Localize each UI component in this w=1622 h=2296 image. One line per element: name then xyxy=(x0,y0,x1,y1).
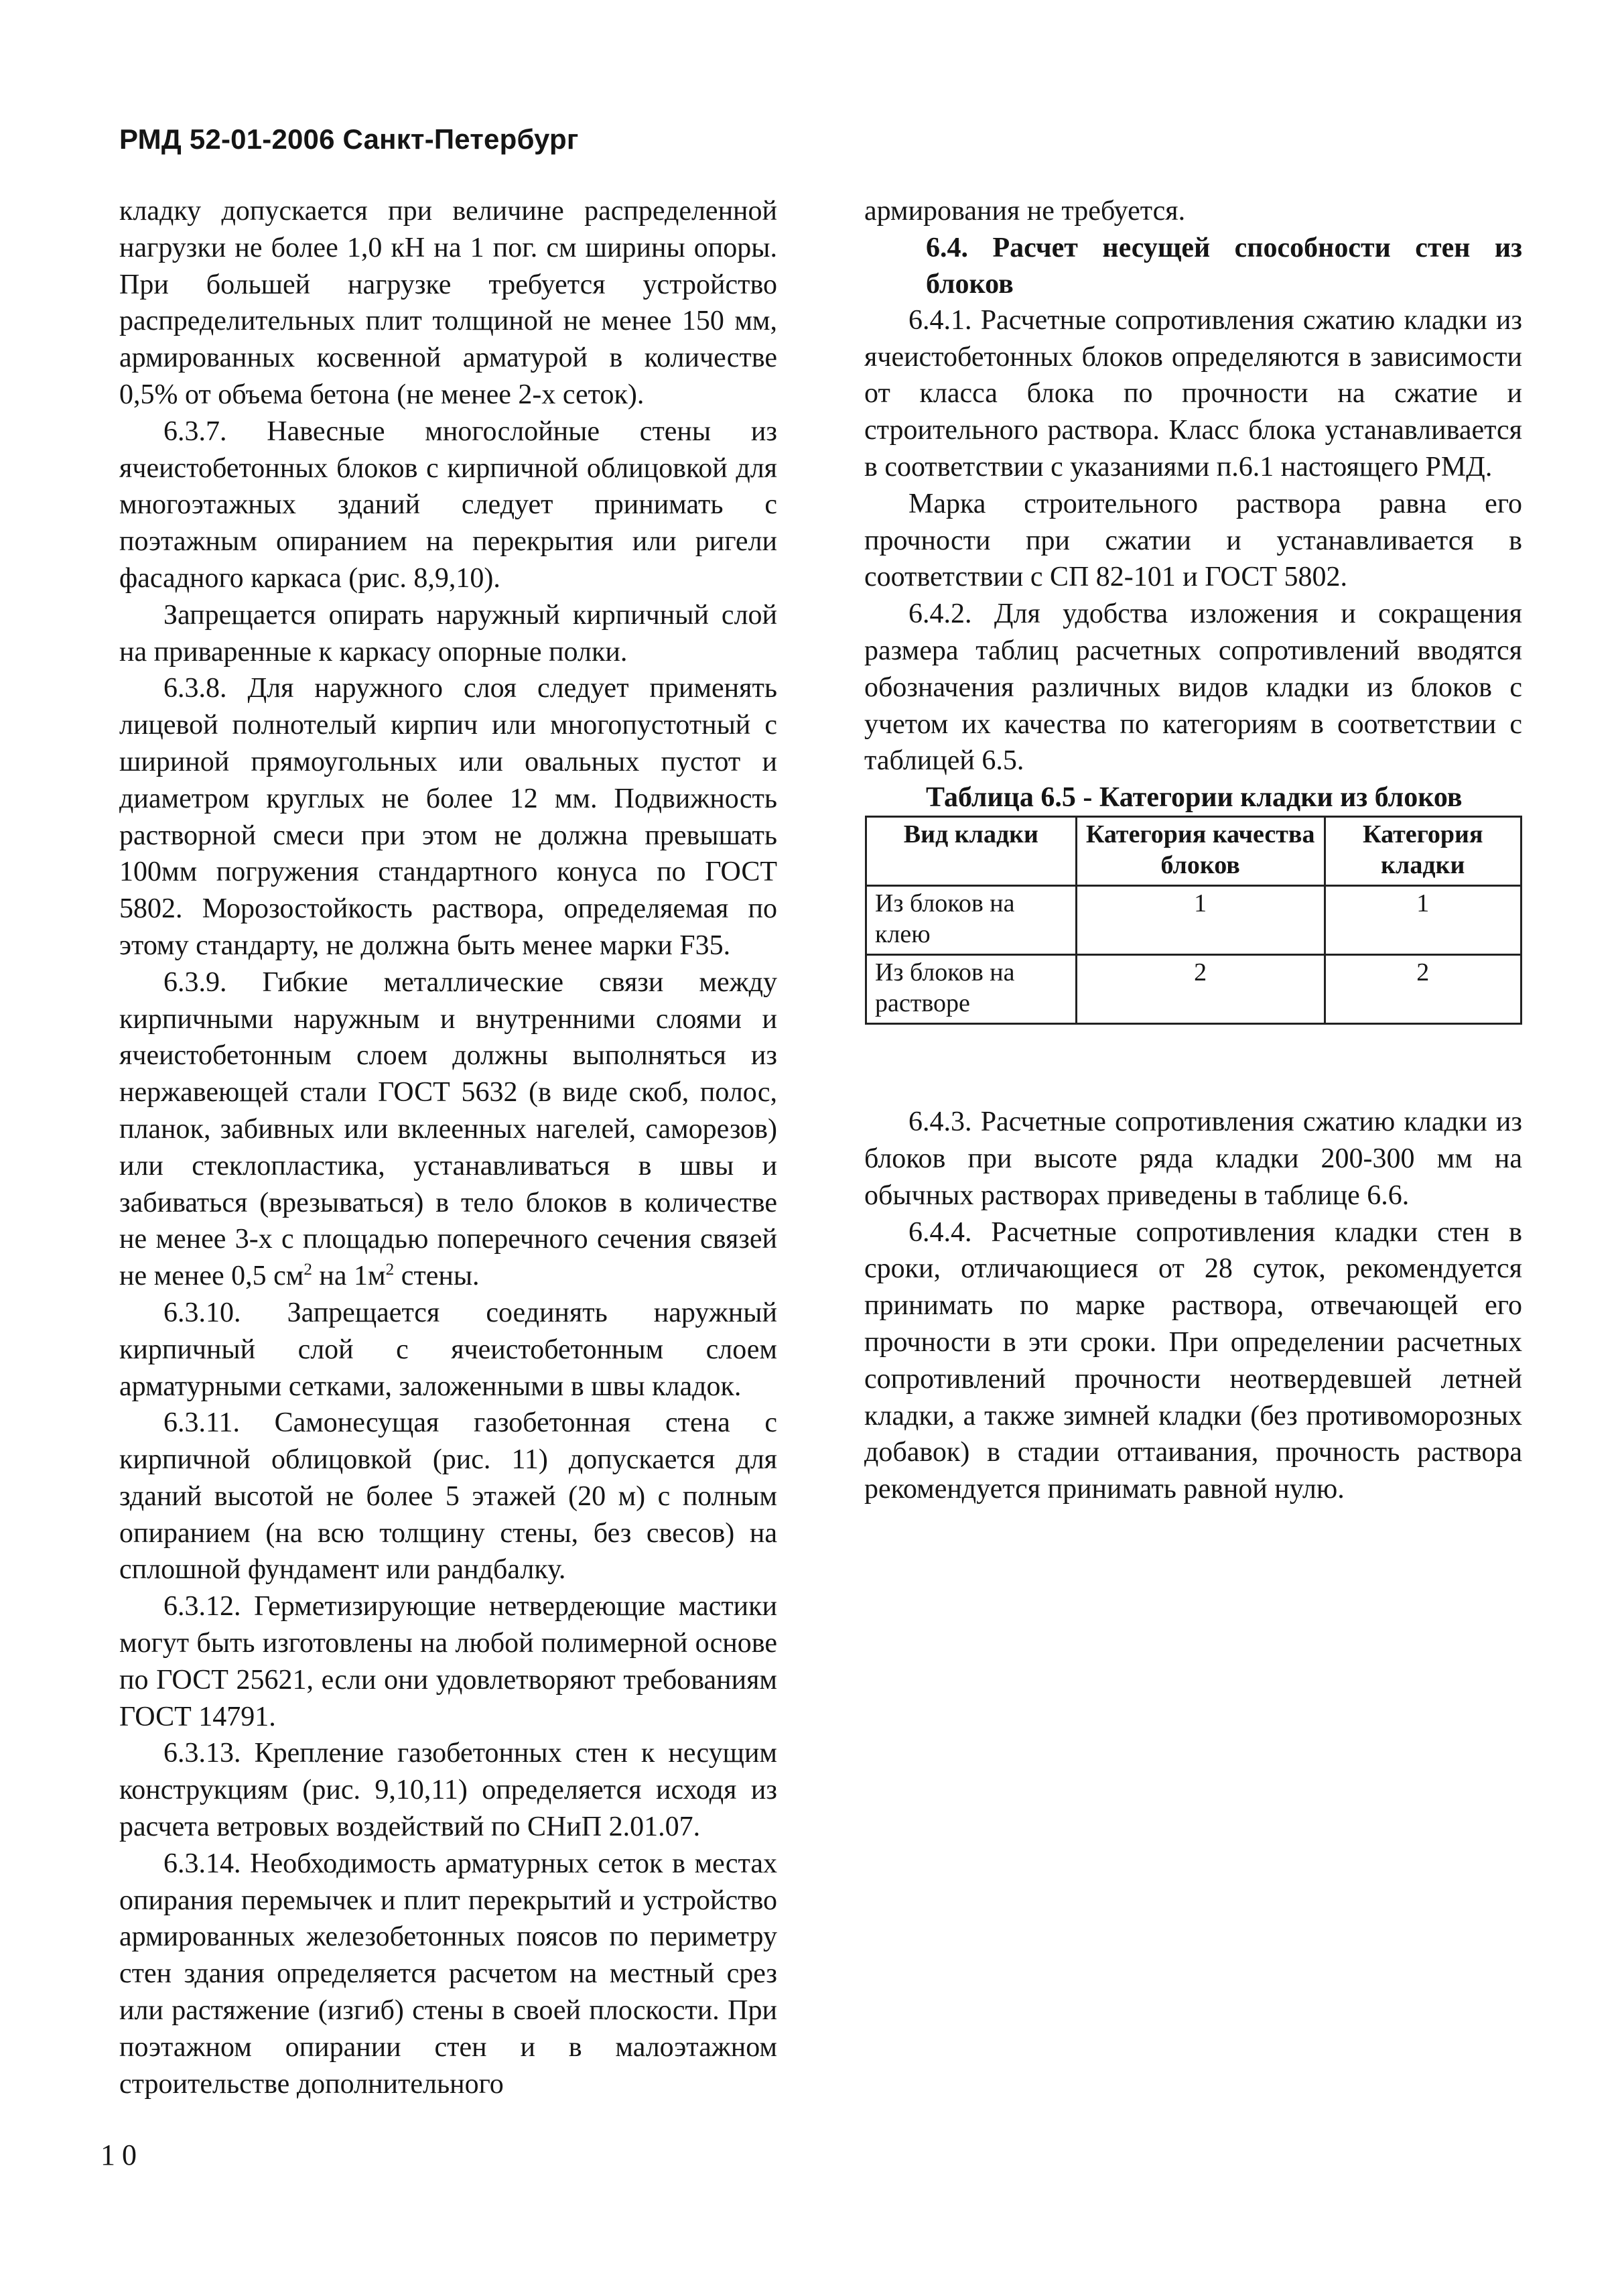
table-cell: Из блоков на растворе xyxy=(866,955,1077,1024)
masonry-category-table xyxy=(865,816,1522,1025)
superscript: 2 xyxy=(303,1261,312,1279)
superscript: 2 xyxy=(385,1261,395,1279)
paragraph-6-4-3: 6.4.3. Расчетные сопротивления сжатию кладки из блоков при высоте ряда кладки 200-300 мм на обычных растворах приведены в таблице 6.6. xyxy=(864,1106,1522,1211)
left-column xyxy=(119,193,777,2102)
table-header-cell: Вид кладки xyxy=(866,817,1077,886)
paragraph-text: на 1м xyxy=(312,1261,386,1292)
table-header-cell: Категория кладки xyxy=(1325,817,1521,886)
table-row xyxy=(866,886,1522,955)
table-header-row xyxy=(866,817,1522,886)
table-cell: 2 xyxy=(1325,955,1521,1024)
section-heading: 6.4. Расчет несущей способности стен из блоков xyxy=(926,232,1522,300)
paragraph: Запрещается опирать наружный кирпичный слой на приваренные к каркасу опорные полки. xyxy=(119,599,777,667)
page-number: 10 xyxy=(100,2139,143,2171)
paragraph-6-3-12: 6.3.12. Герметизирующие нетвердеющие мастики могут быть изготовлены на любой полимерной основе по ГОСТ 25621, если они удовлетворяют требованиям ГОСТ 14791. xyxy=(119,1591,777,1732)
paragraph-6-3-7: 6.3.7. Навесные многослойные стены из ячеистобетонных блоков с кирпичной облицовкой для многоэтажных зданий следует принимать с поэтажным опиранием на перекрытия или ригели фасадного каркаса (рис. 8,9,10). xyxy=(119,416,777,594)
table-title: Таблица 6.5 - Категории кладки из блоков xyxy=(926,782,1463,814)
paragraph: Марка строительного раствора равна его прочности при сжатии и устанавливается в соответствии с СП 82-101 и ГОСТ 5802. xyxy=(864,488,1522,593)
paragraph-6-4-4: 6.4.4. Расчетные сопротивления кладки стен в сроки, отличающиеся от 28 суток, рекомендуется принимать по марке раствора, отвечающей его прочности в эти сроки. При определении расчетных сопротивлений прочности неотвердевшей летней кладки, а также зимней кладки (без противоморозных добавок) в стадии оттаивания, прочность раствора рекомендуется принимать равной нулю. xyxy=(864,1216,1522,1505)
table-cell: Из блоков на клею xyxy=(866,886,1077,955)
paragraph-6-3-14: 6.3.14. Необходимость арматурных сеток в местах опирания перемычек и плит перекрытий и устройство армированных железобетонных поясов по периметру стен здания определяется расчетом на местный срез или растяжение (изгиб) стены в своей плоскости. При поэтажном опирании стен и в малоэтажном строительстве дополнительного xyxy=(119,1848,777,2100)
table-cell: 1 xyxy=(1076,886,1325,955)
document-header: РМД 52-01-2006 Санкт-Петербург xyxy=(119,123,579,155)
paragraph-6-3-10: 6.3.10. Запрещается соединять наружный кирпичный слой с ячеистобетонным слоем арматурными сетками, заложенными в швы кладок. xyxy=(119,1297,777,1402)
table-header-cell: Категория качества блоков xyxy=(1076,817,1325,886)
table-cell: 2 xyxy=(1076,955,1325,1024)
spacer xyxy=(864,1025,1522,1104)
paragraph-text: 6.3.9. Гибкие металлические связи между кирпичными наружным и внутренними слоями и ячеистобетонным слоем должны выполняться из нержавеющей стали ГОСТ 5632 (в виде скоб, полос, планок, забивных или вклеенных нагелей, саморезов) или стеклопластика, устанавливаться в швы и забиваться (врезываться) в тело блоков в количестве не менее 3-х с площадью поперечного сечения связей не менее 0,5 см xyxy=(119,966,777,1292)
paragraph-6-3-8: 6.3.8. Для наружного слоя следует применять лицевой полнотелый кирпич или многопустотный с шириной прямоугольных или овальных пустот и диаметром круглых не более 12 мм. Подвижность растворной смеси при этом не должна превышать 100мм погружения стандартного конуса по ГОСТ 5802. Морозостойкость раствора, определяемая по этому стандарту, не должна быть менее марки F35. xyxy=(119,673,777,961)
paragraph-6-4-1: 6.4.1. Расчетные сопротивления сжатию кладки из ячеистобетонных блоков определяются в зависимости от класса блока по прочности на сжатие и строительного раствора. Класс блока устанавливается в соответствии с указаниями п.6.1 настоящего РМД. xyxy=(864,304,1522,483)
paragraph-6-4-2: 6.4.2. Для удобства изложения и сокращения размера таблиц расчетных сопротивлений вводятся обозначения различных видов кладки из блоков с учетом их качества по категориям в соответствии с таблицей 6.5. xyxy=(864,598,1522,777)
table-row xyxy=(866,955,1522,1024)
right-column xyxy=(864,193,1522,1508)
paragraph-6-3-11: 6.3.11. Самонесущая газобетонная стена с кирпичной облицовкой (рис. 11) допускается для зданий высотой не более 5 этажей (20 м) с полным опиранием (на всю толщину стены, без свесов) на сплошной фундамент или рандбалку. xyxy=(119,1407,777,1586)
paragraph-6-3-13: 6.3.13. Крепление газобетонных стен к несущим конструкциям (рис. 9,10,11) определяется исходя из расчета ветровых воздействий по СНиП 2.01.07. xyxy=(119,1738,777,1843)
paragraph-6-3-9 xyxy=(119,964,777,1295)
paragraph: армирования не требуется. xyxy=(864,196,1186,227)
paragraph: кладку допускается при величине распределенной нагрузки не более 1,0 кН на 1 пог. см ширины опоры. При большей нагрузке требуется устройство распределительных плит толщиной не менее 150 мм, армированных косвенной арматурой в количестве 0,5% от объема бетона (не менее 2-х сеток). xyxy=(119,196,777,410)
paragraph-text: стены. xyxy=(394,1261,480,1292)
table-cell: 1 xyxy=(1325,886,1521,955)
